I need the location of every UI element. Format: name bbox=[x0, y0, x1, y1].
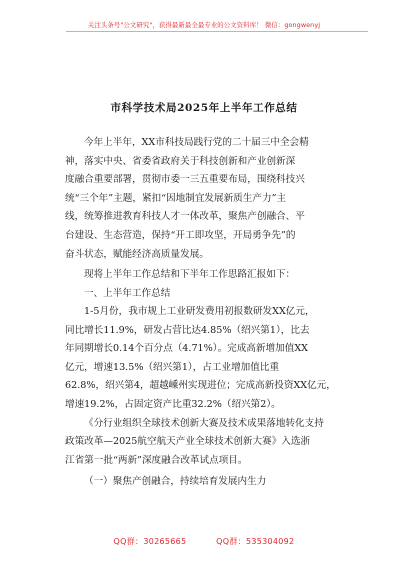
section1-line: 增速19.2%，占固定资产比重32.2%（绍兴第2）。 bbox=[65, 398, 281, 410]
intro-line: 统“三个年”主题，紧扣“因地制宜发展新质生产力”主 bbox=[65, 192, 287, 204]
section1-line: 政策改革—2025航空航天产业全球技术创新大赛》入选浙 bbox=[65, 436, 311, 448]
subsection-heading: （一）聚焦产创融合，持续培育发展内生力 bbox=[84, 476, 267, 487]
section1-paragraph bbox=[65, 303, 355, 470]
section1-line: 亿元，增速13.5%（绍兴第1），占工业增加值比重 bbox=[65, 361, 280, 373]
header-banner bbox=[0, 20, 408, 29]
document-title: 市科学技术局2025年上半年工作总结 bbox=[110, 102, 298, 114]
intro-line: 神，落实中央、省委省政府关于科技创新和产业创新深 bbox=[65, 155, 296, 167]
report-line: 现将上半年工作总结和下半年工作思路汇报如下： bbox=[84, 269, 296, 280]
intro-line: 度融合重要部署，贯彻市委一三五重要布局，围绕科技兴 bbox=[65, 174, 305, 186]
qq-group-label-1: QQ群： bbox=[113, 537, 144, 546]
qq-group-number-2: 535304092 bbox=[245, 537, 295, 546]
section1-line: 江省第一批“两新”深度融合改革试点项目。 bbox=[65, 454, 248, 466]
banner-divider bbox=[66, 31, 368, 32]
qq-group-label-2: QQ群： bbox=[216, 537, 246, 546]
report-paragraph bbox=[65, 266, 355, 303]
subsection-block bbox=[65, 473, 355, 492]
banner-text: 关注头条号"公文研究"，获得最新最全最专业的公文资料库！ 微信：gongwenyj bbox=[87, 21, 321, 29]
intro-line: 台建设、生态营造，保持“开工即攻坚，开局勇争先”的 bbox=[65, 229, 296, 241]
intro-line: 今年上半年，XX市科技局践行党的二十届三中全会精 bbox=[84, 137, 309, 148]
qq-group-number-1: 30265665 bbox=[143, 537, 187, 546]
section1-line: 62.8%，绍兴第4，超越嵊州实现进位；完成高新投资XX亿元， bbox=[65, 380, 336, 392]
section1-line: 年同期增长0.14个百分点（4.71%）。完成高新增加值XX bbox=[65, 343, 308, 355]
intro-line: 线，统筹推进教育科技人才一体改革，聚焦产创融合、平 bbox=[65, 211, 305, 223]
section1-line: 同比增长11.9%，研发占营比达4.85%（绍兴第1），比去 bbox=[65, 324, 310, 336]
section1-line: 《分行业组织全球技术创新大赛及技术成果落地转化支持 bbox=[84, 417, 324, 429]
footer-contacts bbox=[0, 536, 408, 547]
intro-line: 奋斗状态，赋能经济高质量发展。 bbox=[65, 248, 209, 260]
intro-paragraph bbox=[65, 134, 355, 264]
section-heading: 一、上半年工作总结 bbox=[84, 287, 171, 299]
section1-line: 1-5月份，我市规上工业研发费用初报数研发XX亿元， bbox=[84, 306, 315, 317]
